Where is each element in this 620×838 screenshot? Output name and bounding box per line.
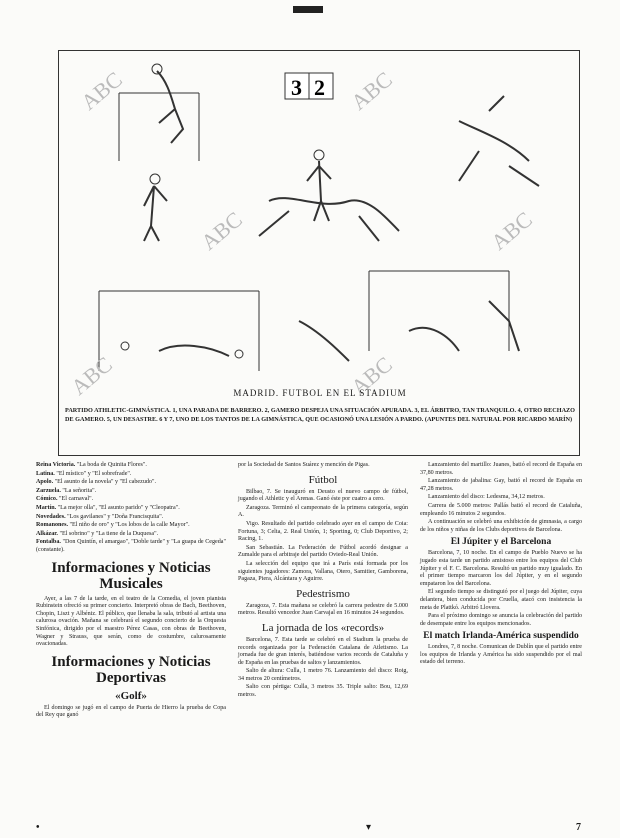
- player-head-2: [150, 174, 160, 184]
- goal-post-top: [119, 93, 199, 161]
- watermark-abc-4: ABC: [486, 206, 537, 255]
- theater-listing: Fontalba. "Don Quintín, el amargao", "Doble tarde" y "La guapa de Cegeda" (constante).: [36, 539, 226, 553]
- jornada-paragraph: Barcelona, 7. Esta tarde se celebró en el Stadium la prueba de records organizada por la Federación Catalana de Atletismo. La jornada fue de gran interés, batiéndose varios records de Cataluña y de España en las pruebas de saltos y lanzamientos.: [238, 636, 408, 666]
- column-3: [420, 462, 582, 668]
- watermark-abc-6: ABC: [346, 351, 397, 400]
- watermark-abc-1: ABC: [76, 66, 127, 115]
- scoreboard: [285, 73, 333, 100]
- futbol-paragraph: La selección del equipo que irá a París está formada por los siguientes jugadores: Zamora, Vallana, Otero, Samitier, Gamborena, Pagaza, Piera, Alcántara y Aguirre.: [238, 560, 408, 583]
- watermark-abc-3: ABC: [196, 206, 247, 255]
- referee-figure: [307, 161, 331, 221]
- column-2: [238, 462, 408, 701]
- records-paragraph: Lanzamiento de jabalina: Gay, batió el record de España en 47,28 metros.: [420, 478, 582, 492]
- bottom-mark-center: ▾: [366, 822, 372, 833]
- heading-futbol: Fútbol: [308, 473, 338, 486]
- column-1: [36, 462, 226, 721]
- fallen-players: [159, 301, 519, 361]
- theater-listing: Cómico. "El carnaval".: [36, 496, 94, 503]
- watermark-abc-5: ABC: [66, 351, 117, 400]
- jupiter-paragraph: El segundo tiempo se distinguió por el juego del Júpiter, cuya delantera, bien conducida por Cruella, atacó con insistencia la meta de Plattkó. Arbitró Llovera.: [420, 589, 582, 611]
- column2-intro: por la Sociedad de Santos Suárez y mención de Pigas.: [238, 462, 370, 468]
- theater-listing: Reina Victoria. "La boda de Quinita Flores".: [36, 462, 147, 468]
- theater-listing: Latina. "El místico" y "El sobrefrade".: [36, 470, 132, 477]
- bottom-mark-left: •: [36, 822, 40, 833]
- heading-pedestrismo: Pedestrismo: [296, 587, 350, 600]
- records-paragraph: Lanzamiento del disco: Ledesma, 34,12 metros.: [428, 494, 545, 501]
- illustration-caption: PARTIDO ATHLETIC-GIMNÁSTICA. 1, UNA PARADA DE BARRERO. 2, GAMERO DESPEJA UNA SITUACIÓN APURADA. 3, EL ÁRBITRO, TAN TRANQUILO. 4, OTRO RECHAZO DE GAMERO. 5, UN DESASTRE. 6 Y 7, UNO DE LOS TANTOS DE LA GIMNÁSTICA, QUE OCASIONÓ UNA LESIÓN A PARDO. (APUNTES DEL NATURAL POR RICARDO MARÍN): [65, 407, 575, 423]
- heading-irlanda-america: El match Irlanda-América suspendido: [423, 631, 579, 642]
- jornada-paragraph: Salto con pértiga: Culla, 3 metros 35. Triple salto: Bou, 12,69 metros.: [238, 684, 408, 699]
- music-news-text: Ayer, a las 7 de la tarde, en el teatro de la Comedia, el joven pianista Rubinstein ofreció su primer concierto. Interpretó obras de Bach, Beethoven, Chopin, Liszt y Albéniz. El público, que llenaba la sala, tributó al artista una calurosa ovación. Mañana se celebrará el segundo concierto de la Orquesta Sinfónica, dirigido por el maestro Pérez Casas, con obras de Beethoven, Wagner y Strauss, que serán, como de costumbre, calurosamente ovacionadas.: [36, 595, 226, 648]
- theater-listing: Apolo. "El asunto de la novela" y "El cabezudo".: [36, 479, 156, 486]
- score-home: 3: [291, 75, 302, 100]
- watermark-abc-2: ABC: [346, 66, 397, 115]
- ball-3: [235, 350, 243, 358]
- theater-listing: Romanones. "El niño de oro" y "Los lobos de la calle Mayor".: [36, 522, 190, 529]
- player-figure-2: [144, 186, 167, 241]
- futbol-paragraph: Zaragoza. Terminó el campeonato de la primera categoría, según A.: [238, 504, 408, 519]
- theater-listing: Novedades. "Los gavilanes" y "Doña Francisquita".: [36, 513, 164, 520]
- records-paragraph: Carrera de 5.000 metros: Pallás batió el record de Cataluña, empleando 16 minutos 2 segundos.: [420, 502, 582, 517]
- futbol-paragraph: Vigo. Resultado del partido celebrado ayer en el campo de Coia: Fortuna, 3; Celta, 2. Real Unión, 1; Sporting, 0; Club Deportivo, 2; Racing, 1.: [238, 520, 408, 543]
- illustration-title: MADRID. FUTBOL EN EL STADIUM: [233, 388, 407, 398]
- heading-sports-news: Informaciones y Noticias Deportivas: [51, 653, 211, 686]
- pedestrismo-text: Zaragoza, 7. Esta mañana se celebró la carrera pedestre de 5.000 metros. Resultó vencedor Juan Carvajal en 16 minutos 24 segundos.: [238, 602, 408, 617]
- records-paragraph: A continuación se celebró una exhibición de gimnasia, a cargo de los niños y niñas de los Clubs deportivos de Barcelona.: [420, 519, 582, 533]
- page-header-mark: [293, 6, 323, 13]
- heading-jornada-records: La jornada de los «records»: [261, 621, 385, 634]
- illustration-frame: [58, 50, 580, 456]
- futbol-paragraph: San Sebastián. La Federación de Fútbol acordó designar a Zumalde para el arbitraje del partido Oviedo-Real Unión.: [238, 544, 408, 559]
- irlanda-text: Londres, 7, 8 noche. Comunican de Dublín que el partido entre los equipos de Irlanda y América ha sido suspendido por el mal estado del terreno.: [420, 644, 582, 666]
- ball-2: [121, 342, 129, 350]
- theater-listing: Martín. "La mejor olla", "El asunto parido" y "Cleopatra".: [36, 504, 180, 511]
- jupiter-paragraph: Barcelona, 7, 10 noche. En el campo de Pueblo Nuevo se ha jugado esta tarde un partido amistoso entre los equipos del Club Júpiter y el F. C. Barcelona. Resultó un partido muy igualado. En el primer tiempo marcaron los del Júpiter, y en el segundo empataron los del Barcelona.: [420, 550, 582, 587]
- referee-head: [314, 150, 324, 160]
- jornada-paragraph: Salto de altura: Culla, 1 metro 76. Lanzamiento del disco: Roig, 34 metros 20 centímetros.: [238, 668, 408, 682]
- goal-post-bottom-left: [99, 291, 259, 371]
- keeper-figure-1: [157, 71, 183, 143]
- records-paragraph: Lanzamiento del martillo: Juanes, batió el record de España en 37,80 metros.: [420, 462, 582, 476]
- theater-listing: Alkázar. "El sobrino" y "La tiene de la Duquesa".: [36, 530, 159, 537]
- goal-post-bottom-right: [369, 271, 509, 351]
- heading-jupiter-barcelona: El Júpiter y el Barcelona: [450, 537, 552, 548]
- players-group-right: [459, 96, 539, 186]
- heading-golf: «Golf»: [115, 689, 147, 702]
- jupiter-paragraph: Para el próximo domingo se anuncia la celebración del partido de desempate entre los equipos mencionados.: [420, 613, 582, 627]
- golf-text: El domingo se jugó en el campo de Puerta de Hierro la prueba de Copa del Rey que ganó: [36, 704, 226, 719]
- score-away: 2: [314, 75, 325, 100]
- page-number: 7: [576, 822, 581, 833]
- theater-listings: [36, 462, 226, 555]
- heading-music-news: Informaciones y Noticias Musicales: [51, 559, 211, 592]
- theater-listing: Zarzuela. "La señorita".: [36, 487, 97, 494]
- ball-1: [152, 64, 162, 74]
- futbol-paragraph: Bilbao, 7. Se inauguró en Deusto el nuevo campo de fútbol, jugando el Athletic y el Arenas. Ganó éste por cuatro a cero.: [238, 488, 408, 503]
